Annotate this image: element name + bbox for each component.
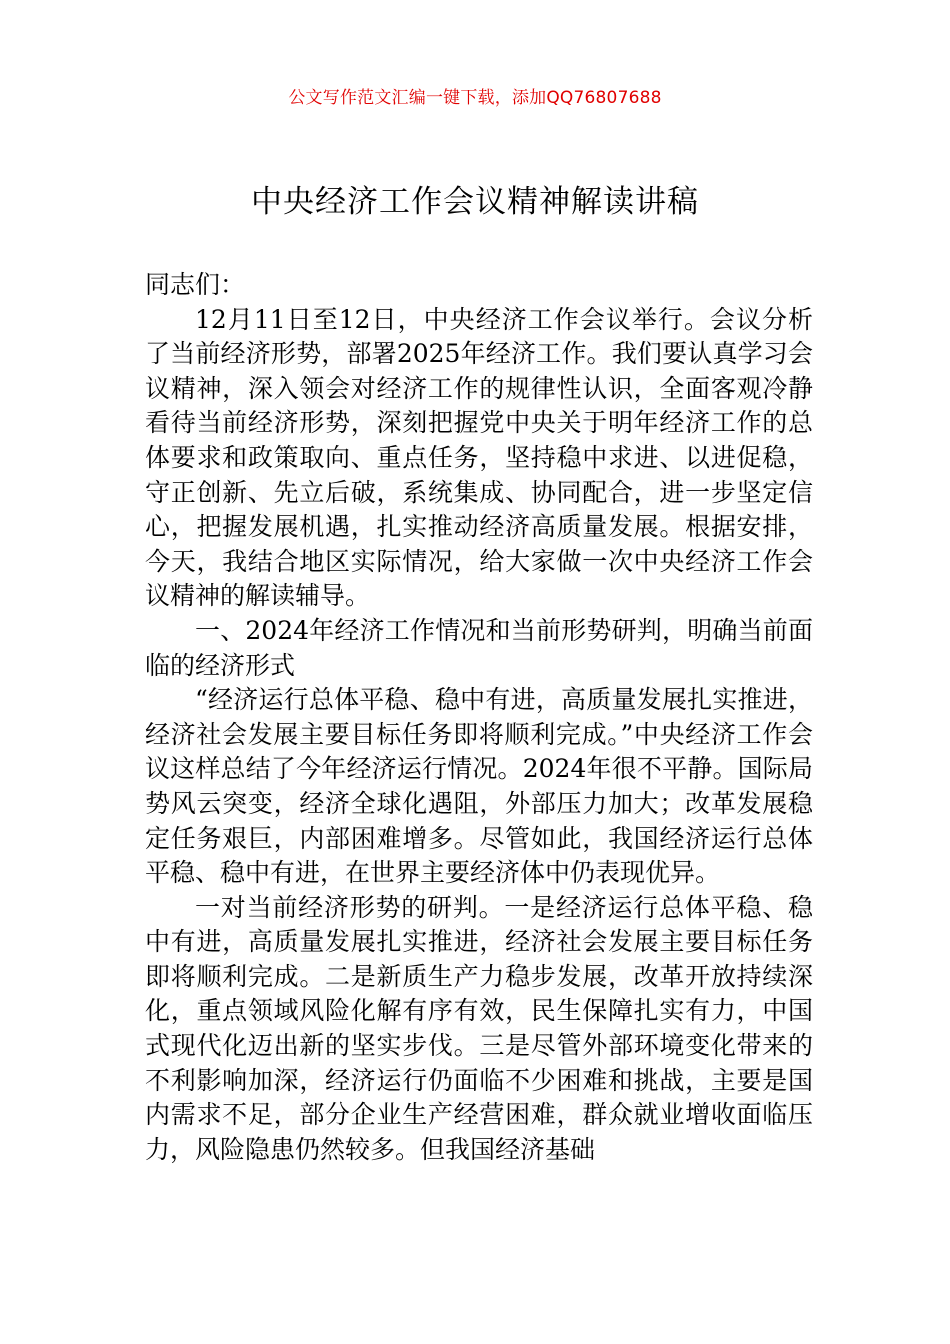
section-heading-1: 一、2024年经济工作情况和当前形势研判，明确当前面临的经济形式 (145, 615, 813, 680)
document-body (145, 268, 813, 1167)
document-title: 中央经济工作会议精神解读讲稿 (251, 184, 699, 220)
paragraph-summary: “经济运行总体平稳、稳中有进，高质量发展扎实推进，经济社会发展主要目标任务即将顺利完成。”中央经济工作会议这样总结了今年经济运行情况。2024年很不平静。国际局势风云突变，经济全球化遇阻，外部压力加大；改革发展稳定任务艰巨，内部困难增多。尽管如此，我国经济运行总体平稳、稳中有进，在世界主要经济体中仍表现优异。 (145, 685, 813, 888)
paragraph-situation-analysis: 一对当前经济形势的研判。一是经济运行总体平稳、稳中有进，高质量发展扎实推进，经济社会发展主要目标任务即将顺利完成。二是新质生产力稳步发展，改革开放持续深化，重点领域风险化解有序有效，民生保障扎实有力，中国式现代化迈出新的坚实步伐。三是尽管外部环境变化带来的不利影响加深，经济运行仍面临不少困难和挑战，主要是国内需求不足，部分企业生产经营困难，群众就业增收面临压力，风险隐患仍然较多。但我国经济基础 (145, 892, 813, 1164)
paragraph-intro: 12月11日至12日，中央经济工作会议举行。会议分析了当前经济形势，部署2025年经济工作。我们要认真学习会议精神，深入领会对经济工作的规律性认识，全面客观冷静看待当前经济形势，深刻把握党中央关于明年经济工作的总体要求和政策取向、重点任务，坚持稳中求进、以进促稳，守正创新、先立后破，系统集成、协同配合，进一步坚定信心，把握发展机遇，扎实推动经济高质量发展。根据安排，今天，我结合地区实际情况，给大家做一次中央经济工作会议精神的解读辅导。 (145, 304, 813, 611)
download-promo-note: 公文写作范文汇编一键下载，添加QQ76807688 (288, 88, 662, 108)
salutation: 同志们： (145, 270, 246, 299)
